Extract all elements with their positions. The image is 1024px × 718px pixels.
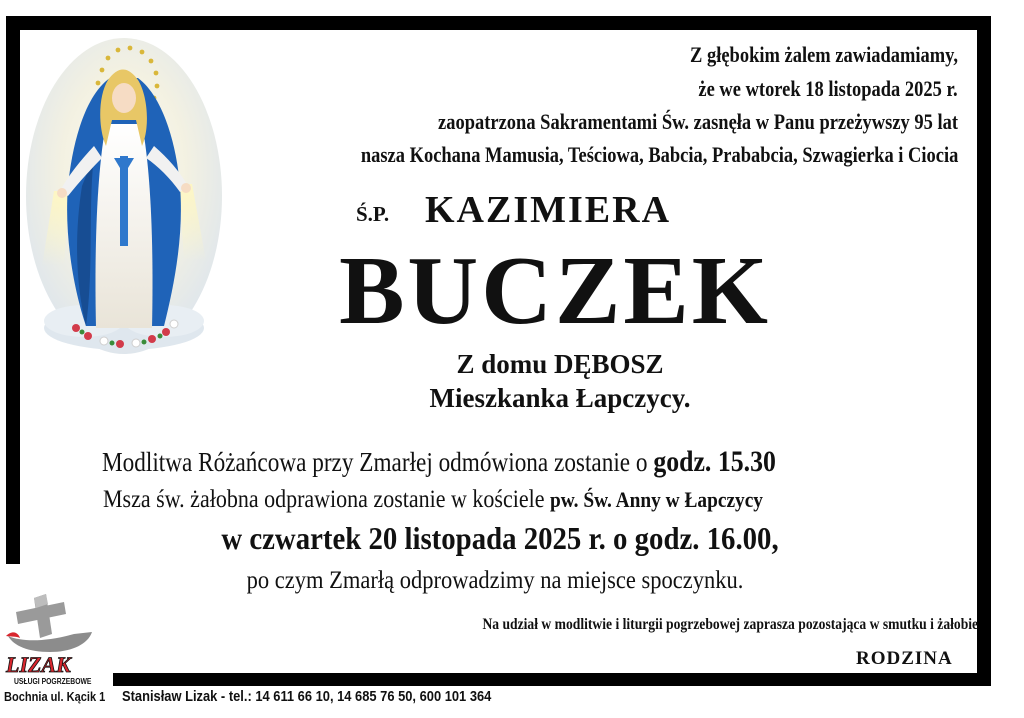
- invitation-text: Na udział w modlitwie i liturgii pogrzebowej zaprasza pozostająca w smutku i żałobie: [482, 616, 978, 633]
- mass-text: Msza św. żałobna odprawiona zostanie w kościele: [103, 486, 545, 513]
- deceased-maiden-name: Z domu DĘBOSZ: [456, 349, 664, 379]
- mass-place: pw. Św. Anny w Łapczycy: [549, 487, 763, 512]
- deceased-residence: Mieszkanka Łapczycy.: [429, 383, 691, 413]
- intro-line-2: że we wtorek 18 listopada 2025 r.: [698, 76, 958, 101]
- burial-line: po czym Zmarłą odprowadzimy na miejsce spoczynku.: [246, 567, 744, 594]
- rosary-line: [102, 445, 776, 479]
- funeral-home-address: Bochnia ul. Kącik 1: [4, 689, 106, 704]
- rosary-time: godz. 15.30: [653, 445, 776, 478]
- cross-icon: [16, 594, 66, 638]
- deceased-given-name: KAZIMIERA: [425, 189, 672, 231]
- deceased-surname: BUCZEK: [339, 237, 771, 345]
- funeral-home-logo: [2, 590, 102, 682]
- intro-line-1: Z głębokim żalem zawiadamiamy,: [690, 42, 958, 67]
- logo-wordmark: LIZAK: [6, 652, 71, 677]
- funeral-date-line: w czwartek 20 listopada 2025 r. o godz. 16.00,: [221, 520, 779, 556]
- logo-tagline: USŁUGI POGRZEBOWE: [14, 677, 92, 686]
- rosary-text: Modlitwa Różańcowa przy Zmarłej odmówiona zostanie o: [102, 447, 648, 477]
- intro-line-4: nasza Kochana Mamusia, Teściowa, Babcia, Prababcia, Szwagierka i Ciocia: [360, 142, 958, 167]
- intro-line-3: zaopatrzona Sakramentami Św. zasnęła w Panu przeżywszy 95 lat: [438, 109, 958, 134]
- frame-bottom-border: [113, 673, 991, 686]
- flame-icon: [6, 632, 20, 638]
- mass-line: [103, 486, 763, 514]
- deceased-prefix: Ś.P.: [356, 202, 390, 226]
- frame-top-border: [6, 16, 991, 30]
- funeral-home-contact: Stanisław Lizak - tel.: 14 611 66 10, 14 685 76 50, 600 101 364: [122, 688, 492, 705]
- signature-family: RODZINA: [856, 648, 953, 669]
